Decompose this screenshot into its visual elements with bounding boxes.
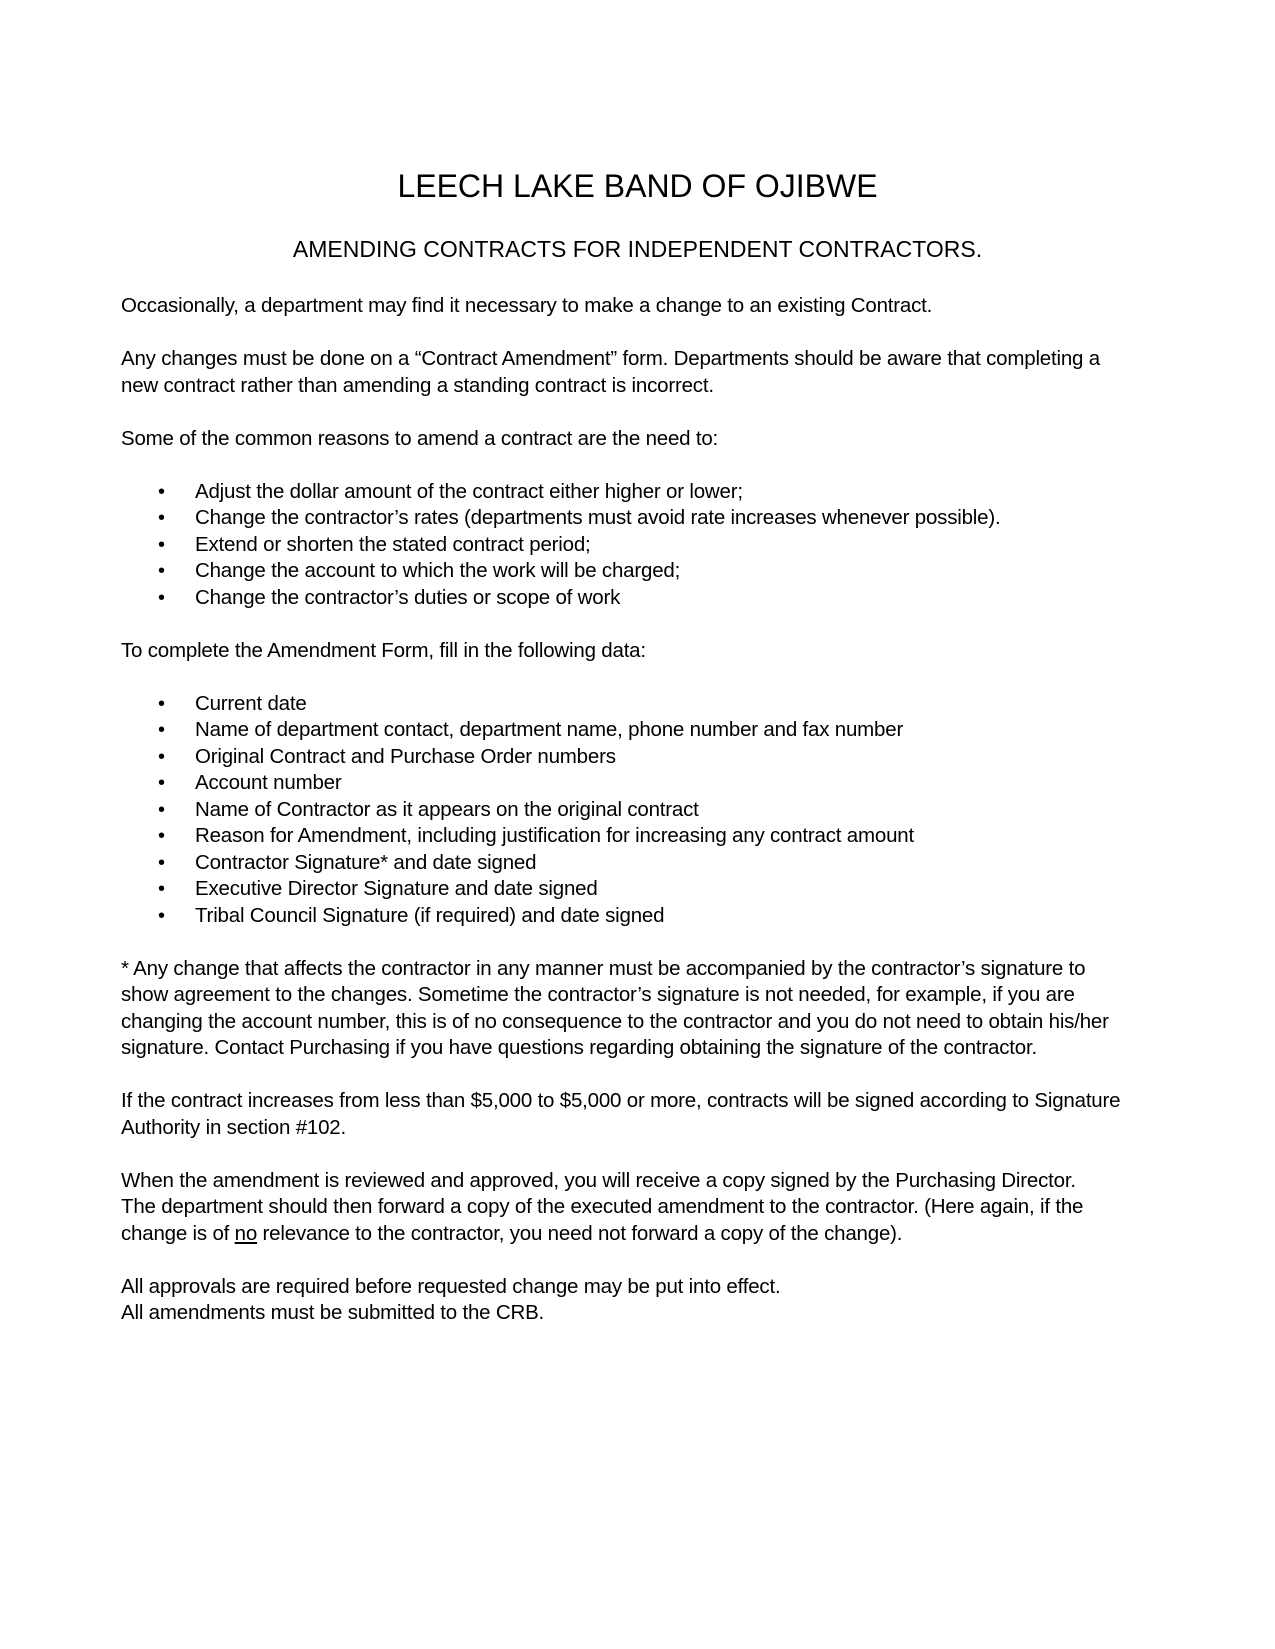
list-item: • Executive Director Signature and date signed: [121, 876, 1181, 903]
text-line: show agreement to the changes. Sometime the contractor’s signature is not needed, for example, if you are: [121, 983, 1075, 1006]
list-item: • Account number: [121, 770, 1181, 797]
text-line: Occasionally, a department may find it necessary to make a change to an existing Contract.: [121, 294, 933, 317]
list-item: • Tribal Council Signature (if required) and date signed: [121, 903, 1181, 930]
text-segment: relevance to the contractor, you need not forward a copy of the change).: [257, 1221, 903, 1245]
text-line: [121, 1221, 1181, 1248]
intro-paragraph: [121, 293, 1181, 320]
document-title: LEECH LAKE BAND OF OJIBWE: [397, 168, 878, 204]
text-line: * Any change that affects the contractor in any manner must be accompanied by the contractor’s signature to: [121, 956, 1086, 980]
list-item: • Extend or shorten the stated contract period;: [121, 532, 1181, 559]
list-item: • Change the contractor’s rates (departments must avoid rate increases whenever possible).: [121, 505, 1181, 532]
document-subtitle: AMENDING CONTRACTS FOR INDEPENDENT CONTRACTORS.: [292, 236, 983, 262]
list-item: • Change the contractor’s duties or scope of work: [121, 585, 1181, 612]
list-item: • Adjust the dollar amount of the contract either higher or lower;: [121, 479, 1181, 506]
text-line: The department should then forward a copy of the executed amendment to the contractor. (Here again, if the: [121, 1195, 1084, 1218]
list-item: • Original Contract and Purchase Order numbers: [121, 744, 1181, 771]
list-item: • Contractor Signature* and date signed: [121, 850, 1181, 877]
underlined-word: no: [234, 1221, 258, 1245]
text-line: new contract rather than amending a standing contract is incorrect.: [121, 373, 714, 397]
text-line: Authority in section #102.: [121, 1115, 346, 1139]
text-line: Some of the common reasons to amend a contract are the need to:: [121, 426, 719, 450]
reasons-intro: [121, 426, 1181, 453]
list-item: • Change the account to which the work will be charged;: [121, 558, 1181, 585]
text-segment: change is of: [121, 1221, 235, 1245]
text-line: If the contract increases from less than $5,000 to $5,000 or more, contracts will be signed according to Signature: [121, 1089, 1121, 1112]
form-intro: [121, 638, 1181, 665]
text-line: Any changes must be done on a “Contract Amendment” form. Departments should be aware that completing a: [121, 347, 1100, 370]
threshold-paragraph: [121, 1088, 1181, 1141]
approval-paragraph: [121, 1168, 1181, 1248]
footnote-paragraph: [121, 956, 1181, 1062]
text-line: All approvals are required before requested change may be put into effect.: [121, 1274, 781, 1298]
text-line: To complete the Amendment Form, fill in the following data:: [121, 638, 646, 662]
list-item: • Name of department contact, department name, phone number and fax number: [121, 717, 1181, 744]
document-body: [121, 293, 1181, 1353]
list-item: • Name of Contractor as it appears on the original contract: [121, 797, 1181, 824]
list-item: • Reason for Amendment, including justification for increasing any contract amount: [121, 823, 1181, 850]
closing-paragraph: [121, 1274, 1181, 1327]
text-line: changing the account number, this is of no consequence to the contractor and you do not need to obtain his/her: [121, 1009, 1109, 1033]
form-items-list: [121, 691, 1181, 930]
amendment-form-paragraph: [121, 346, 1181, 399]
list-item: • Current date: [121, 691, 1181, 718]
text-line: When the amendment is reviewed and approved, you will receive a copy signed by the Purchasing Director.: [121, 1168, 1076, 1192]
text-line: All amendments must be submitted to the CRB.: [121, 1301, 545, 1324]
text-line: signature. Contact Purchasing if you have questions regarding obtaining the signature of the contractor.: [121, 1036, 1037, 1059]
reasons-list: [121, 479, 1181, 612]
